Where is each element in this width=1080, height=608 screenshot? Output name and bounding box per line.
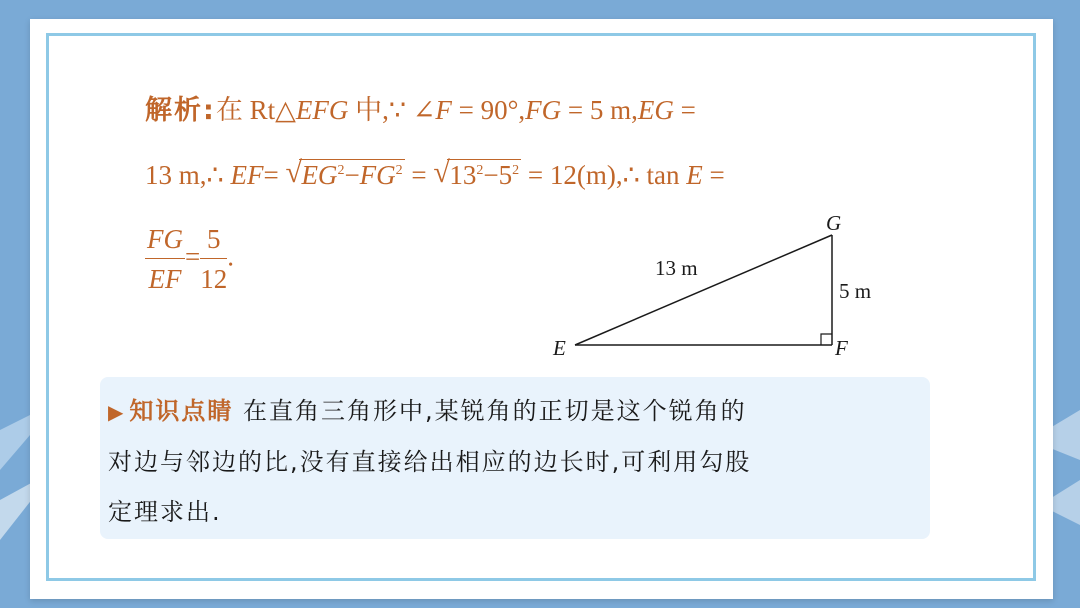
- vertex-g-label: G: [826, 211, 842, 235]
- tip-line-1: 在直角三角形中,某锐角的正切是这个锐角的: [243, 397, 747, 425]
- vertex-f-label: F: [835, 336, 848, 360]
- leg-fg-label: 5 m: [839, 279, 872, 303]
- fraction-fg-over-ef: $\frac{FG}{EF}$: [145, 220, 185, 299]
- tip-line-3: 定理求出.: [108, 498, 222, 526]
- solution-label: 解析: [145, 95, 203, 126]
- solution-line-2: 13 m,∴ EF= √ $EG^2-FG^2$ = √ $13^2-5^2$ = 12(m),∴ tan E =: [145, 156, 725, 190]
- play-arrow-icon: ▶: [108, 400, 126, 424]
- sqrt-expression-2: √ $13^2-5^2$: [433, 156, 520, 190]
- hypotenuse-label: 13 m: [655, 256, 698, 280]
- vertex-e-label: E: [553, 336, 566, 360]
- tip-title: 知识点睛: [129, 397, 234, 425]
- right-triangle-figure: [545, 205, 890, 365]
- fraction-5-over-12: $\frac{5}{12}$: [200, 220, 227, 299]
- tip-text: [108, 386, 928, 537]
- sqrt-expression-1: √ $EG^2-FG^2$: [285, 156, 403, 190]
- solution-line-3: $\frac{FG}{EF}$ = $\frac{5}{12}$ .: [145, 220, 234, 299]
- tip-line-2: 对边与邻边的比,没有直接给出相应的边长时,可利用勾股: [108, 448, 752, 476]
- side-eg: [575, 235, 832, 345]
- solution-line-1: 解析:在 Rt△EFG 中,∵ ∠F = 90°,FG = 5 m,EG =: [145, 95, 696, 126]
- right-angle-marker: [821, 334, 832, 345]
